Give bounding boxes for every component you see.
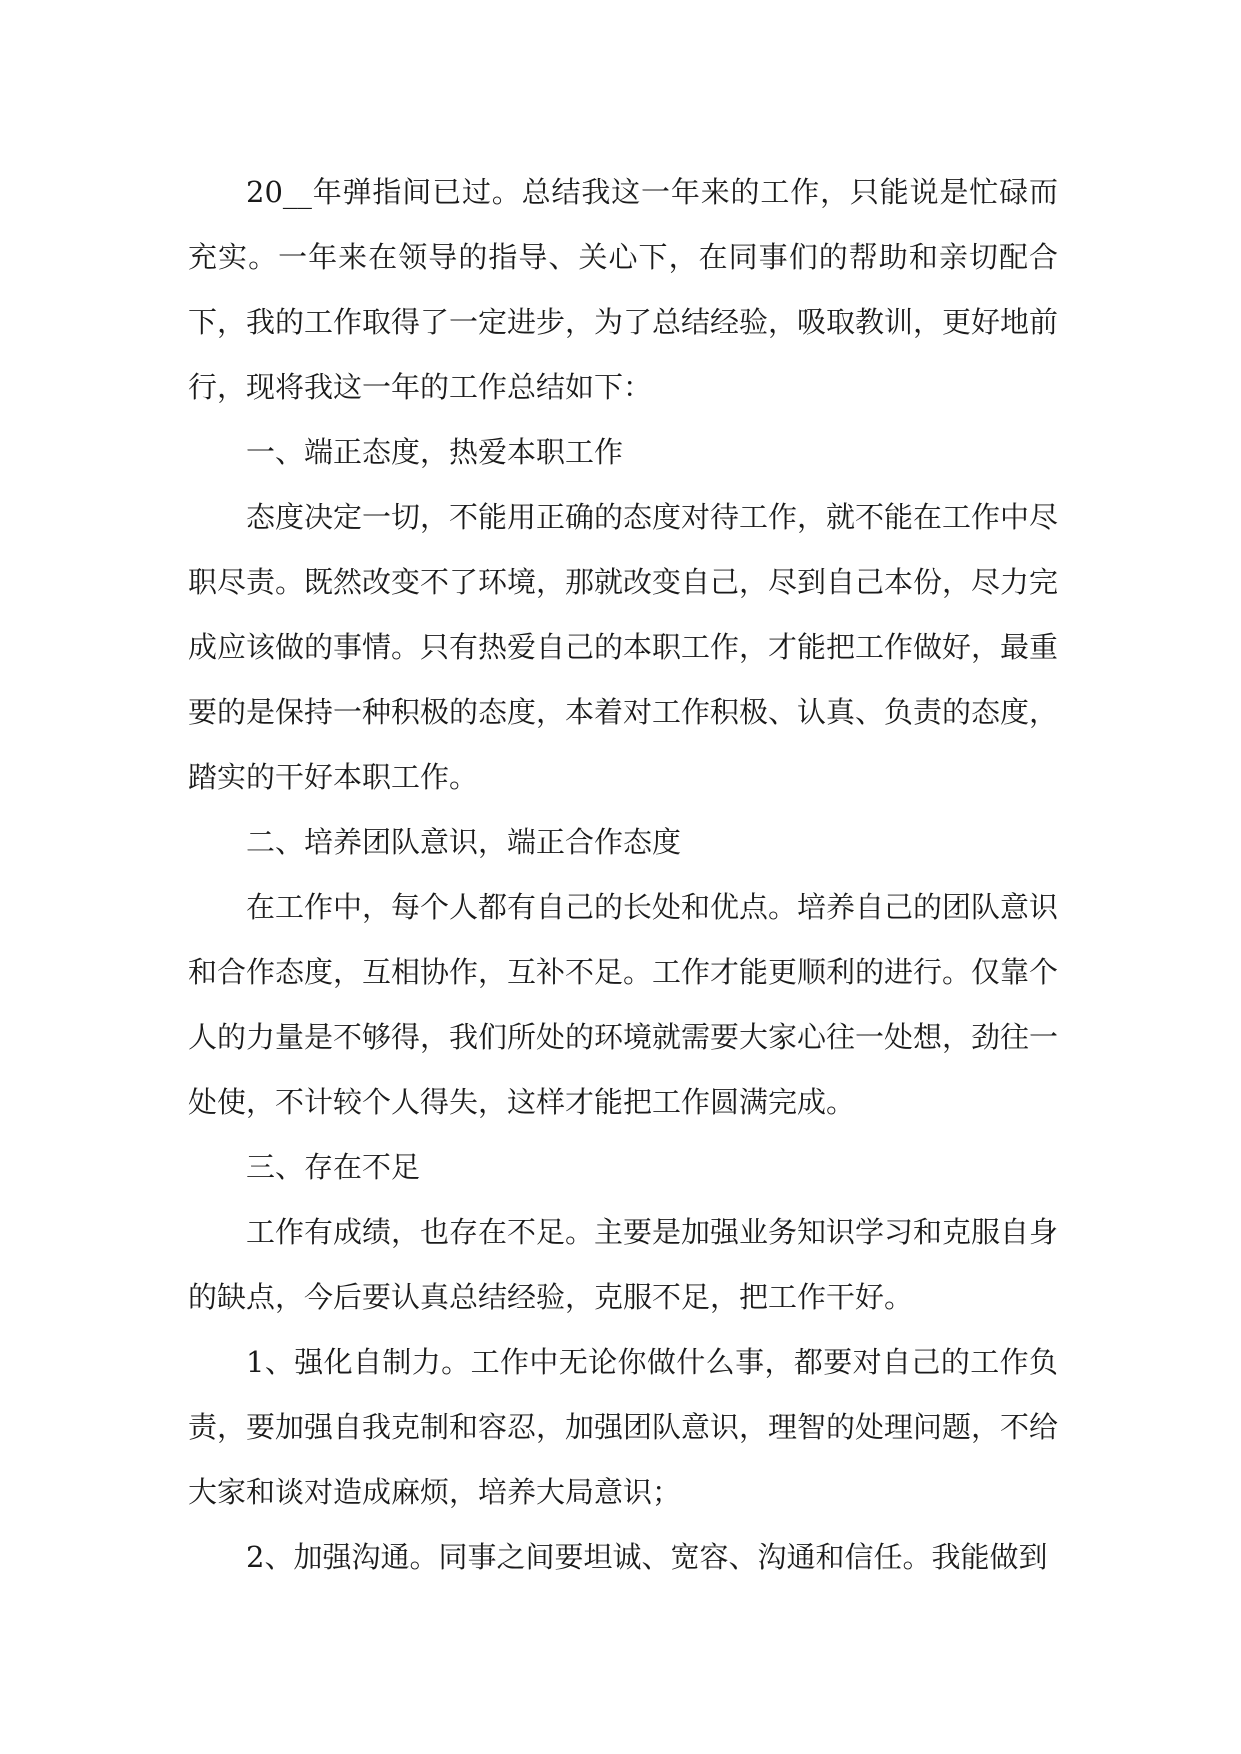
section-heading-teamwork: 二、培养团队意识，端正合作态度 bbox=[246, 825, 682, 859]
shortcomings-paragraph: 工作有成绩，也存在不足。主要是加强业务知识学习和克服自身的缺点，今后要认真总结经验，克服不足，把工作干好。 bbox=[188, 1215, 1059, 1314]
list-item-communication: 2、加强沟通。同事之间要坦诚、宽容、沟通和信任。我能做到 bbox=[246, 1540, 1048, 1574]
section-heading-attitude: 一、端正态度，热爱本职工作 bbox=[246, 435, 624, 469]
attitude-paragraph: 态度决定一切，不能用正确的态度对待工作，就不能在工作中尽职尽责。既然改变不了环境，那就改变自己，尽到自己本份，尽力完成应该做的事情。只有热爱自己的本职工作，才能把工作做好，最重要的是保持一种积极的态度，本着对工作积极、认真、负责的态度，踏实的干好本职工作。 bbox=[188, 500, 1059, 794]
list-item-self-control: 1、强化自制力。工作中无论你做什么事，都要对自己的工作负责，要加强自我克制和容忍，加强团队意识，理智的处理问题，不给大家和谈对造成麻烦，培养大局意识； bbox=[188, 1345, 1059, 1509]
intro-paragraph: 20__年弹指间已过。总结我这一年来的工作，只能说是忙碌而充实。一年来在领导的指导、关心下，在同事们的帮助和亲切配合下，我的工作取得了一定进步，为了总结经验，吸取教训，更好地前行，现将我这一年的工作总结如下： bbox=[188, 175, 1059, 404]
section-heading-shortcomings: 三、存在不足 bbox=[246, 1150, 421, 1184]
document-body bbox=[188, 160, 1058, 1590]
teamwork-paragraph: 在工作中，每个人都有自己的长处和优点。培养自己的团队意识和合作态度，互相协作，互补不足。工作才能更顺利的进行。仅靠个人的力量是不够得，我们所处的环境就需要大家心往一处想，劲往一处使，不计较个人得失，这样才能把工作圆满完成。 bbox=[188, 890, 1059, 1119]
